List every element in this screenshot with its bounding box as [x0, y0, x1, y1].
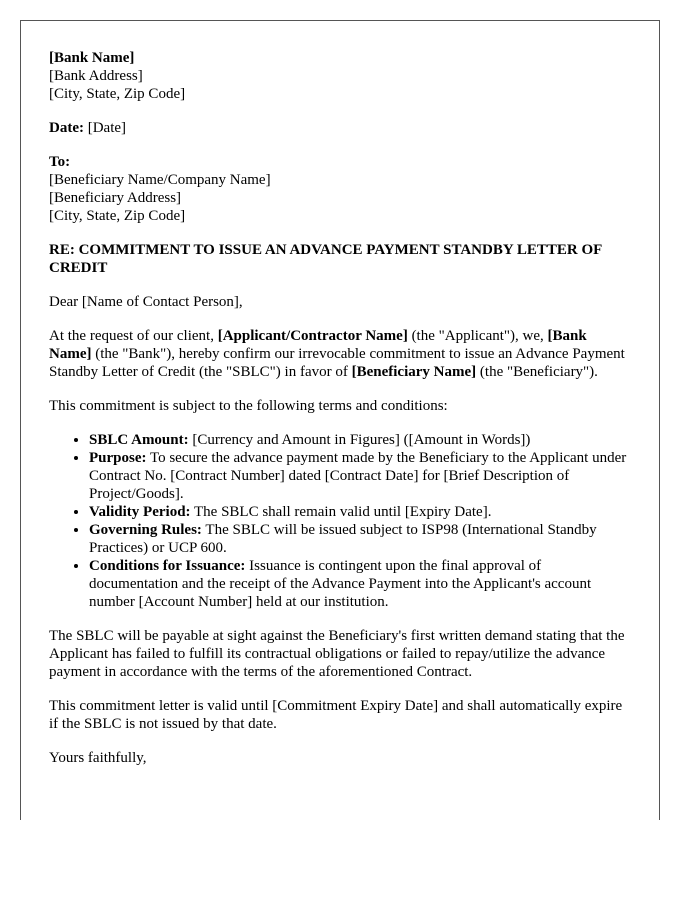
- validity-paragraph: This commitment letter is valid until [Commitment Expiry Date] and shall automatically expire if the SBLC is not issued by that date.: [49, 698, 623, 732]
- intro-text-4: (the "Beneficiary").: [476, 364, 598, 380]
- intro-text-2: (the "Applicant"), we,: [407, 328, 548, 344]
- term-label: SBLC Amount:: [89, 432, 189, 448]
- salutation: Dear [Name of Contact Person],: [49, 294, 243, 310]
- letter-page: [20, 20, 660, 820]
- recipient-name: [Beneficiary Name/Company Name]: [49, 172, 271, 188]
- terms-intro: This commitment is subject to the following terms and conditions:: [49, 398, 448, 414]
- terms-list: [49, 431, 631, 611]
- term-text: Issuance is contingent upon the final approval of documentation and the receipt of the Advance Payment into the Applicant's account number [Account Number] held at our institution.: [89, 558, 592, 610]
- payment-paragraph: The SBLC will be payable at sight against the Beneficiary's first written demand stating that the Applicant has failed to fulfill its contractual obligations or failed to repay/utilize the advance payment in accordance with the terms of the aforementioned Contract.: [49, 628, 625, 680]
- recipient-address: [Beneficiary Address]: [49, 190, 182, 206]
- date-line: [49, 119, 631, 137]
- list-item-validity-period: [89, 503, 631, 521]
- sender-city: [City, State, Zip Code]: [49, 86, 186, 102]
- term-label: Conditions for Issuance:: [89, 558, 246, 574]
- term-label: Governing Rules:: [89, 522, 202, 538]
- subject-text: RE: COMMITMENT TO ISSUE AN ADVANCE PAYMENT STANDBY LETTER OF CREDIT: [49, 242, 602, 276]
- term-text: To secure the advance payment made by the Beneficiary to the Applicant under Contract No. [Contract Number] dated [Contract Date] for [Brief Description of Project/Goods].: [89, 450, 627, 502]
- intro-text-3: (the "Bank"), hereby confirm our irrevocable commitment to issue an Advance Payment Standby Letter of Credit (the "SBLC") in favor of: [49, 346, 625, 380]
- intro-text-1: At the request of our client,: [49, 328, 218, 344]
- term-label: Validity Period:: [89, 504, 191, 520]
- date-label: Date:: [49, 120, 84, 136]
- sender-bank-name: [Bank Name]: [49, 50, 135, 66]
- term-label: Purpose:: [89, 450, 147, 466]
- sender-block: [49, 49, 631, 103]
- recipient-block: [49, 153, 631, 225]
- subject-line: [49, 241, 631, 277]
- sender-bank-address: [Bank Address]: [49, 68, 143, 84]
- list-item-conditions: [89, 557, 631, 611]
- list-item-purpose: [89, 449, 631, 503]
- list-item-sblc-amount: [89, 431, 631, 449]
- recipient-label: To:: [49, 154, 71, 170]
- term-text: The SBLC shall remain valid until [Expiry Date].: [190, 504, 492, 520]
- intro-applicant: [Applicant/Contractor Name]: [217, 328, 408, 344]
- date-value: [Date]: [83, 120, 127, 136]
- list-item-governing-rules: [89, 521, 631, 557]
- recipient-city: [City, State, Zip Code]: [49, 208, 186, 224]
- closing: Yours faithfully,: [49, 750, 147, 766]
- term-text: [Currency and Amount in Figures] ([Amount in Words]): [188, 432, 531, 448]
- intro-bank: [Bank Name]: [49, 328, 587, 362]
- intro-paragraph: [49, 327, 631, 381]
- term-text: The SBLC will be issued subject to ISP98 (International Standby Practices) or UCP 600.: [89, 522, 597, 556]
- intro-beneficiary: [Beneficiary Name]: [351, 364, 477, 380]
